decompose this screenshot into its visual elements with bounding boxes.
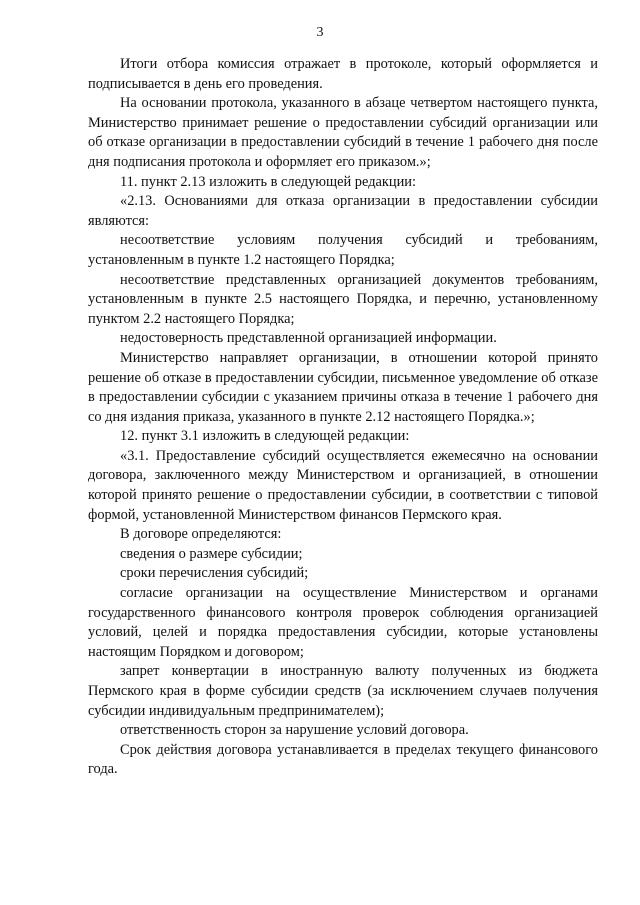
- paragraph-refusal-ground-3: недостоверность представленной организацией информации.: [120, 330, 497, 347]
- paragraph-item-11: 11. пункт 2.13 изложить в следующей редакции:: [120, 173, 417, 190]
- paragraph-refusal-ground-2: несоответствие представленных организацией документов требованиям, установленным в пункте 2.5 настоящего Порядка, и перечню, установленному пунктом 2.2 настоящего Порядка;: [88, 271, 598, 327]
- paragraph-contract-term: Срок действия договора устанавливается в пределах текущего финансового года.: [88, 741, 598, 778]
- paragraph-clause-3-1: «3.1. Предоставление субсидий осуществляется ежемесячно на основании договора, заключенного между Министерством и организацией, в отношении которой принято решение о предоставлении субсидии, в соответствии с типовой формой, установленной Министерством финансов Пермского края.: [88, 447, 598, 523]
- paragraph-item-12: 12. пункт 3.1 изложить в следующей редакции:: [120, 428, 410, 445]
- paragraph-refusal-ground-1: несоответствие условиям получения субсидий и требованиям, установленным в пункте 1.2 настоящего Порядка;: [88, 232, 598, 268]
- paragraph-ministry-decision: На основании протокола, указанного в абзаце четвертом настоящего пункта, Министерство принимает решение о предоставлении субсидий организации или об отказе организации в предоставлении субсидий в течение 1 рабочего дня после дня подписания протокола и оформляет его приказом.»;: [88, 95, 598, 170]
- paragraph-clause-2-13: «2.13. Основаниями для отказа организации в предоставлении субсидии являются:: [88, 193, 598, 229]
- paragraph-liability: ответственность сторон за нарушение условий договора.: [120, 722, 469, 739]
- paragraph-commission-results: Итоги отбора комиссия отражает в протоколе, который оформляется и подписывается в день его проведения.: [88, 56, 598, 92]
- paragraph-refusal-notice: Министерство направляет организации, в отношении которой принято решение об отказе в предоставлении субсидии, письменное уведомление об отказе в предоставлении субсидии с указанием причины отказа в течение 1 рабочего дня со дня издания приказа, указанного в пункте 2.12 настоящего Порядка.»;: [88, 349, 598, 425]
- paragraph-transfer-terms: сроки перечисления субсидий;: [120, 565, 309, 582]
- paragraph-subsidy-amount: сведения о размере субсидии;: [120, 545, 303, 562]
- paragraph-contract-defines: В договоре определяются:: [120, 526, 282, 543]
- paragraph-currency-ban: запрет конвертации в иностранную валюту полученных из бюджета Пермского края в форме субсидии средств (за исключением случаев получения субсидии индивидуальным предпринимателем);: [88, 663, 598, 719]
- document-body: [88, 55, 598, 780]
- page-number: 3: [316, 25, 324, 40]
- paragraph-audit-consent: согласие организации на осуществление Министерством и органами государственного финансового контроля проверок соблюдения организацией условий, целей и порядка предоставления субсидии, которые установлены настоящим Порядком и договором;: [88, 585, 598, 660]
